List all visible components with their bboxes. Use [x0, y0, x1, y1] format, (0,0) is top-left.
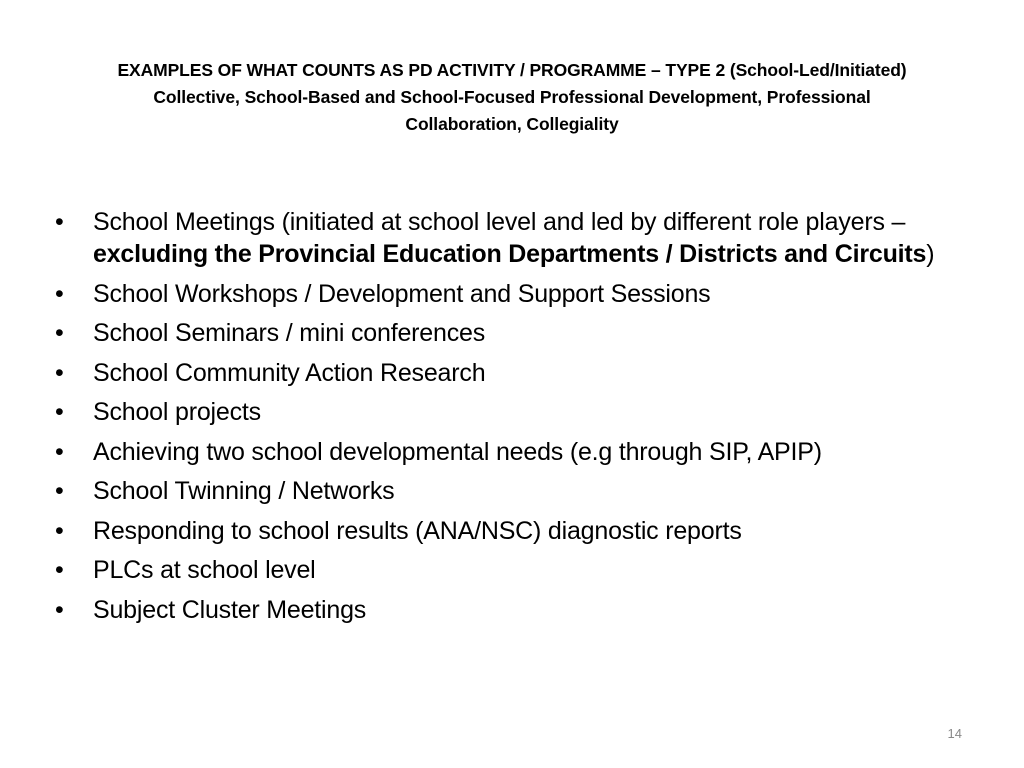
page-number: 14: [947, 726, 962, 741]
list-item: [55, 554, 955, 586]
list-item: [55, 317, 955, 349]
bullet-icon: •: [55, 358, 64, 387]
bullet-icon: •: [55, 516, 64, 545]
bullet-icon: •: [55, 437, 64, 466]
list-item-text: ): [926, 240, 935, 268]
list-item-text: PLCs at school level: [93, 556, 316, 584]
list-item: [55, 436, 955, 468]
bullet-icon: •: [55, 208, 64, 236]
bullet-list: [55, 206, 955, 633]
list-item: [55, 396, 955, 428]
bullet-icon: •: [55, 398, 64, 426]
list-item-text: School projects: [93, 398, 261, 426]
slide-title: [60, 57, 964, 138]
title-line: EXAMPLES OF WHAT COUNTS AS PD ACTIVITY / PROGRAMME – TYPE 2 (School-Led/Initiated): [117, 60, 907, 80]
list-item-text: School Meetings (initiated at school level and led by different role players –: [93, 208, 906, 236]
list-item-text: Achieving two school developmental needs (e.g through SIP, APIP): [93, 437, 822, 466]
list-item-text: School Community Action Research: [93, 358, 486, 387]
list-item: [55, 515, 955, 547]
list-item: [55, 357, 955, 389]
bullet-icon: •: [55, 477, 64, 505]
list-item: [55, 206, 955, 270]
list-item-text: School Seminars / mini conferences: [93, 319, 485, 347]
list-item: [55, 278, 955, 310]
bullet-icon: •: [55, 279, 64, 308]
bullet-icon: •: [55, 556, 64, 584]
title-line: Collaboration, Collegiality: [405, 114, 619, 134]
list-item-text: Responding to school results (ANA/NSC) diagnostic reports: [93, 516, 742, 545]
list-item-text: Subject Cluster Meetings: [93, 595, 367, 624]
bullet-icon: •: [55, 595, 64, 624]
list-item: [55, 475, 955, 507]
list-item-bold-text: excluding the Provincial Education Departments / Districts and Circuits: [93, 240, 927, 268]
list-item-text: School Twinning / Networks: [93, 477, 395, 505]
title-line: Collective, School-Based and School-Focused Professional Development, Professional: [153, 87, 871, 107]
bullet-icon: •: [55, 319, 64, 347]
list-item-text: School Workshops / Development and Support Sessions: [93, 279, 711, 308]
list-item: [55, 594, 955, 626]
